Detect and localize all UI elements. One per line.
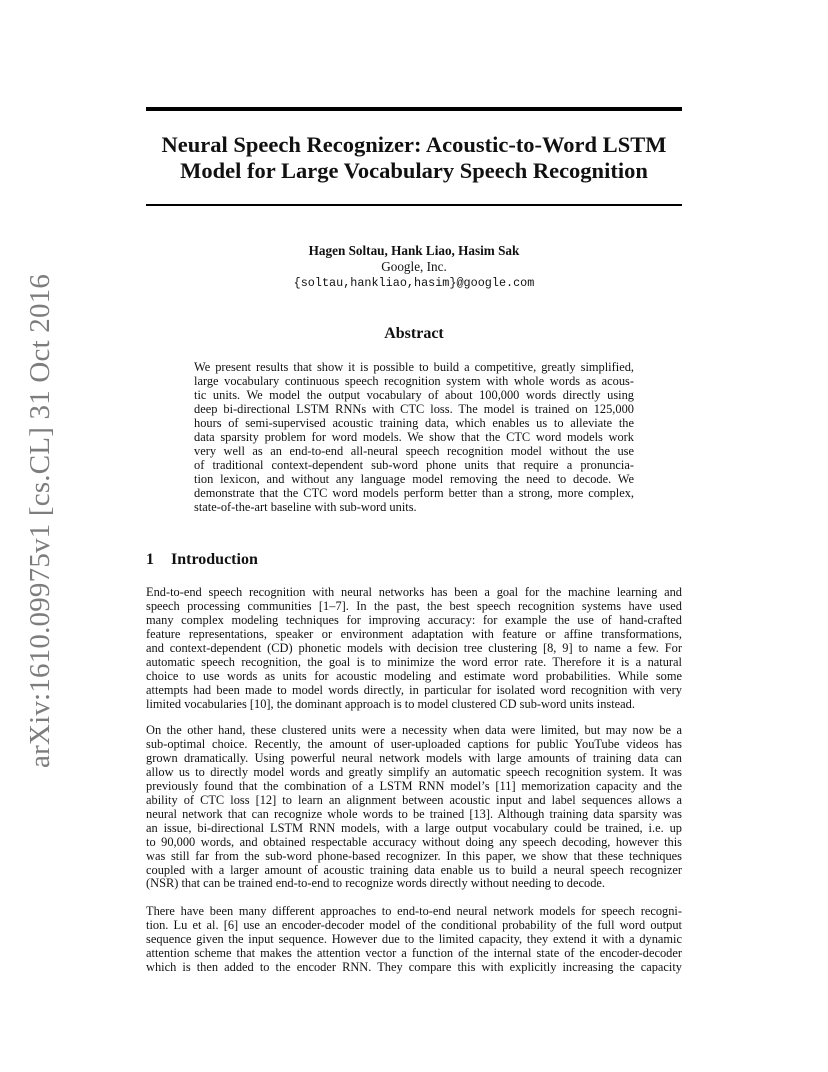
title-rule-top	[146, 107, 682, 111]
author-names: Hagen Soltau, Hank Liao, Hasim Sak	[308, 243, 520, 258]
text-line: choice to use words as units for acoustic modeling and estimate word probabilities. While some	[146, 668, 682, 683]
title-rule-bottom	[146, 204, 682, 206]
text-line: state-of-the-art baseline with sub-word units.	[194, 499, 417, 514]
section-heading	[146, 550, 682, 570]
text-line: an issue, bi-directional LSTM RNN models, with a large output vocabulary could be trained, i.e. up	[146, 820, 682, 835]
text-line: On the other hand, these clustered units were a necessity when data were limited, but may now be a	[146, 723, 682, 737]
text-line: deep bi-directional LSTM RNNs with CTC loss. The model is trained on 125,000	[194, 401, 634, 416]
text-line: tion lexicon, and without any language model removing the need to decode. We	[194, 471, 634, 486]
text-line: large vocabulary continuous speech recognition system with whole words as acous-	[194, 373, 634, 388]
text-line: to 90,000 words, and obtained respectable accuracy without doing any speech decoding, however this	[146, 834, 682, 849]
text-line: sub-optimal choice. Recently, the amount of user-uploaded captions for public YouTube videos has	[146, 736, 682, 751]
section-number: 1	[146, 551, 154, 568]
text-line: speech processing communities [1–7]. In the past, the best speech recognition systems have used	[146, 598, 682, 613]
paragraph	[146, 905, 682, 975]
text-line: automatic speech recognition, the goal is to minimize the word error rate. Therefore it is a natural	[146, 654, 682, 669]
text-line: attention scheme that makes the attention vector a function of the internal state of the encoder-decoder	[146, 945, 682, 960]
abstract-text	[194, 361, 634, 514]
paragraph	[146, 586, 682, 712]
title-line: Neural Speech Recognizer: Acoustic-to-Word LSTM	[161, 132, 667, 157]
text-line: coupled with a larger amount of acoustic training data enable us to build a neural speech recognizer	[146, 862, 682, 877]
text-line: demonstrate that the CTC word models perform better than a strong, more complex,	[194, 485, 634, 500]
text-line: hours of semi-supervised acoustic training data, which enables us to alleviate the	[194, 415, 634, 430]
text-line: We present results that show it is possible to build a competitive, greatly simplified,	[194, 360, 634, 374]
text-line: sequence given the input sequence. However due to the limited capacity, they extend it with a dynamic	[146, 931, 682, 946]
author-block	[146, 243, 682, 291]
text-line: allow us to directly model words and greatly simplify an automatic speech recognition system. It was	[146, 764, 682, 779]
section-title: Introduction	[171, 551, 258, 568]
text-line: which is then added to the encoder RNN. They compare this with explicitly increasing the capacity	[146, 959, 682, 974]
paragraph	[146, 724, 682, 891]
title-line: Model for Large Vocabulary Speech Recognition	[180, 158, 648, 183]
text-line: previously found that the combination of a LSTM RNN model’s [11] memorization capacity and the	[146, 778, 682, 793]
text-line: tic units. We model the output vocabulary of about 100,000 words directly using	[194, 387, 634, 402]
text-line: limited vocabularies [10], the dominant approach is to model clustered CD sub-word units instead.	[146, 696, 635, 711]
text-line: very well as an end-to-end all-neural speech recognition model without the use	[194, 443, 634, 458]
arxiv-identifier: arXiv:1610.09975v1 [cs.CL] 31 Oct 2016	[24, 273, 56, 768]
text-line: of traditional context-dependent sub-word phone units that require a pronuncia-	[194, 457, 634, 472]
text-line: and context-dependent (CD) phonetic models with decision tree clustering [8, 9] to name a few. For	[146, 640, 682, 655]
text-line: grown dramatically. Using powerful neural network models with large amounts of training data can	[146, 750, 682, 765]
text-line: neural network that can recognize whole words to be trained [13]. Although training data sparsity was	[146, 806, 682, 821]
text-line: ability of CTC loss [12] to learn an alignment between acoustic input and label sequences allows a	[146, 792, 682, 807]
text-line: feature representations, speaker or environment adaptation with feature or affine transformations,	[146, 626, 682, 641]
text-line: tion. Lu et al. [6] use an encoder-decoder model of the conditional probability of the full word output	[146, 917, 682, 932]
text-line: was still far from the sub-word phone-based recognizer. In this paper, we show that these techniques	[146, 848, 682, 863]
abstract-heading: Abstract	[384, 325, 444, 342]
text-line: data sparsity problem for word models. We show that the CTC word models work	[194, 429, 634, 444]
author-email: {soltau,hankliao,hasim}@google.com	[293, 276, 535, 290]
affiliation: Google, Inc.	[381, 259, 447, 274]
text-line: (NSR) that can be trained end-to-end to recognize words directly without needing to decode.	[146, 876, 605, 891]
paper-title	[146, 132, 682, 184]
text-line: many complex modeling techniques for improving accuracy: for example the use of hand-crafted	[146, 612, 682, 627]
text-line: There have been many different approaches to end-to-end neural network models for speech recogni-	[146, 904, 682, 918]
text-line: attempts had been made to model words directly, in particular for isolated word recognition with very	[146, 682, 682, 697]
text-line: End-to-end speech recognition with neural networks has been a goal for the machine learning and	[146, 585, 682, 599]
